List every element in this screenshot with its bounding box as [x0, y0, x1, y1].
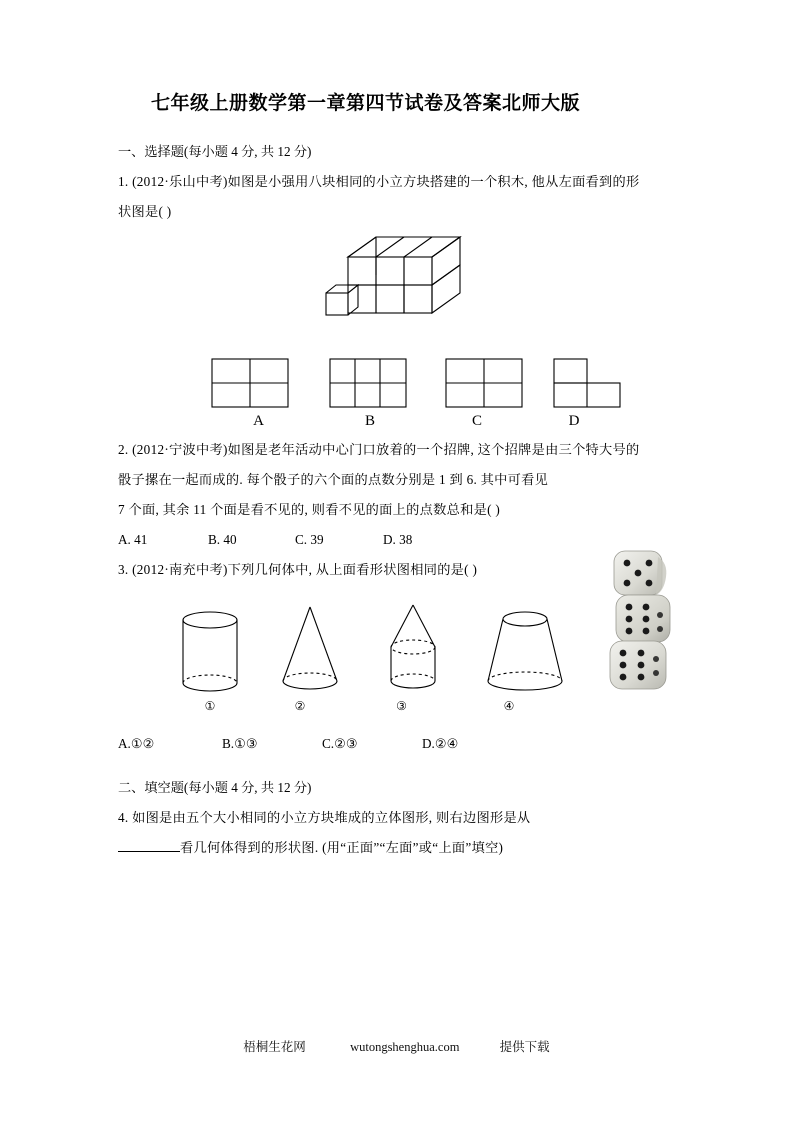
solid-label-3: ③ — [396, 699, 407, 713]
solid-label-1: ① — [204, 699, 216, 713]
section-heading-fill: 二、填空题(每小题 4 分, 共 12 分) — [118, 780, 312, 795]
question-3-choices — [118, 729, 683, 759]
solid-label-2: ② — [294, 699, 306, 713]
q3-choice-d: D.②④ — [422, 736, 459, 751]
question-3-line-1: 3. (2012·南充中考)下列几何体中, 从上面看形状图相同的是( ) — [118, 562, 478, 577]
section-heading-choice: 一、选择题(每小题 4 分, 共 12 分) — [118, 144, 312, 159]
q3-choice-c: C.②③ — [322, 736, 358, 751]
q2-choice-d: D. 38 — [383, 532, 413, 547]
question-4-line-2 — [118, 833, 683, 863]
q2-choice-b: B. 40 — [208, 532, 237, 547]
footer — [0, 1037, 793, 1055]
question-1-line-1: 1. (2012·乐山中考)如图是小强用八块相同的小立方块搭建的一个积木, 他从左面看到的形 — [118, 174, 640, 189]
option-label-a: A — [253, 413, 264, 429]
page-title: 七年级上册数学第一章第四节试卷及答案北师大版 — [151, 93, 581, 114]
question-2-line-2: 骰子摞在一起而成的. 每个骰子的六个面的点数分别是 1 到 6. 其中可看见 — [118, 472, 549, 487]
option-label-b: B — [364, 413, 375, 429]
figure-q3-solids — [118, 595, 683, 725]
footer-site-cn: 梧桐生花网 — [243, 1040, 306, 1054]
q3-choice-b: B.①③ — [222, 736, 258, 751]
fill-blank[interactable] — [118, 838, 180, 852]
figure-q1-cubes — [118, 235, 683, 345]
footer-action: 提供下载 — [499, 1040, 550, 1054]
question-2-line-1: 2. (2012·宁波中考)如图是老年活动中心门口放着的一个招牌, 这个招牌是由三个特大号的 — [118, 442, 640, 457]
footer-site-en: wutongshenghua.com — [350, 1040, 460, 1054]
question-4-line-1: 4. 如图是由五个大小相同的小立方块堆成的立体图形, 则右边图形是从 — [118, 810, 531, 825]
q2-choice-a: A. 41 — [118, 532, 148, 547]
solid-label-4: ④ — [503, 699, 515, 713]
question-4-line-2-text: 看几何体得到的形状图. (用“正面”“左面”或“上面”填空) — [180, 840, 504, 855]
q2-choice-c: C. 39 — [295, 532, 324, 547]
document-body — [118, 88, 683, 863]
option-label-c: C — [471, 413, 482, 429]
question-2-line-3: 7 个面, 其余 11 个面是看不见的, 则看不见的面上的点数总和是( ) — [118, 502, 501, 517]
question-1-line-2: 状图是( ) — [118, 204, 172, 219]
q3-choice-a: A.①② — [118, 736, 155, 751]
option-label-d: D — [568, 413, 580, 429]
dice-photo — [600, 545, 690, 700]
question-2-choices — [118, 525, 683, 555]
figure-q1-options — [118, 351, 683, 429]
